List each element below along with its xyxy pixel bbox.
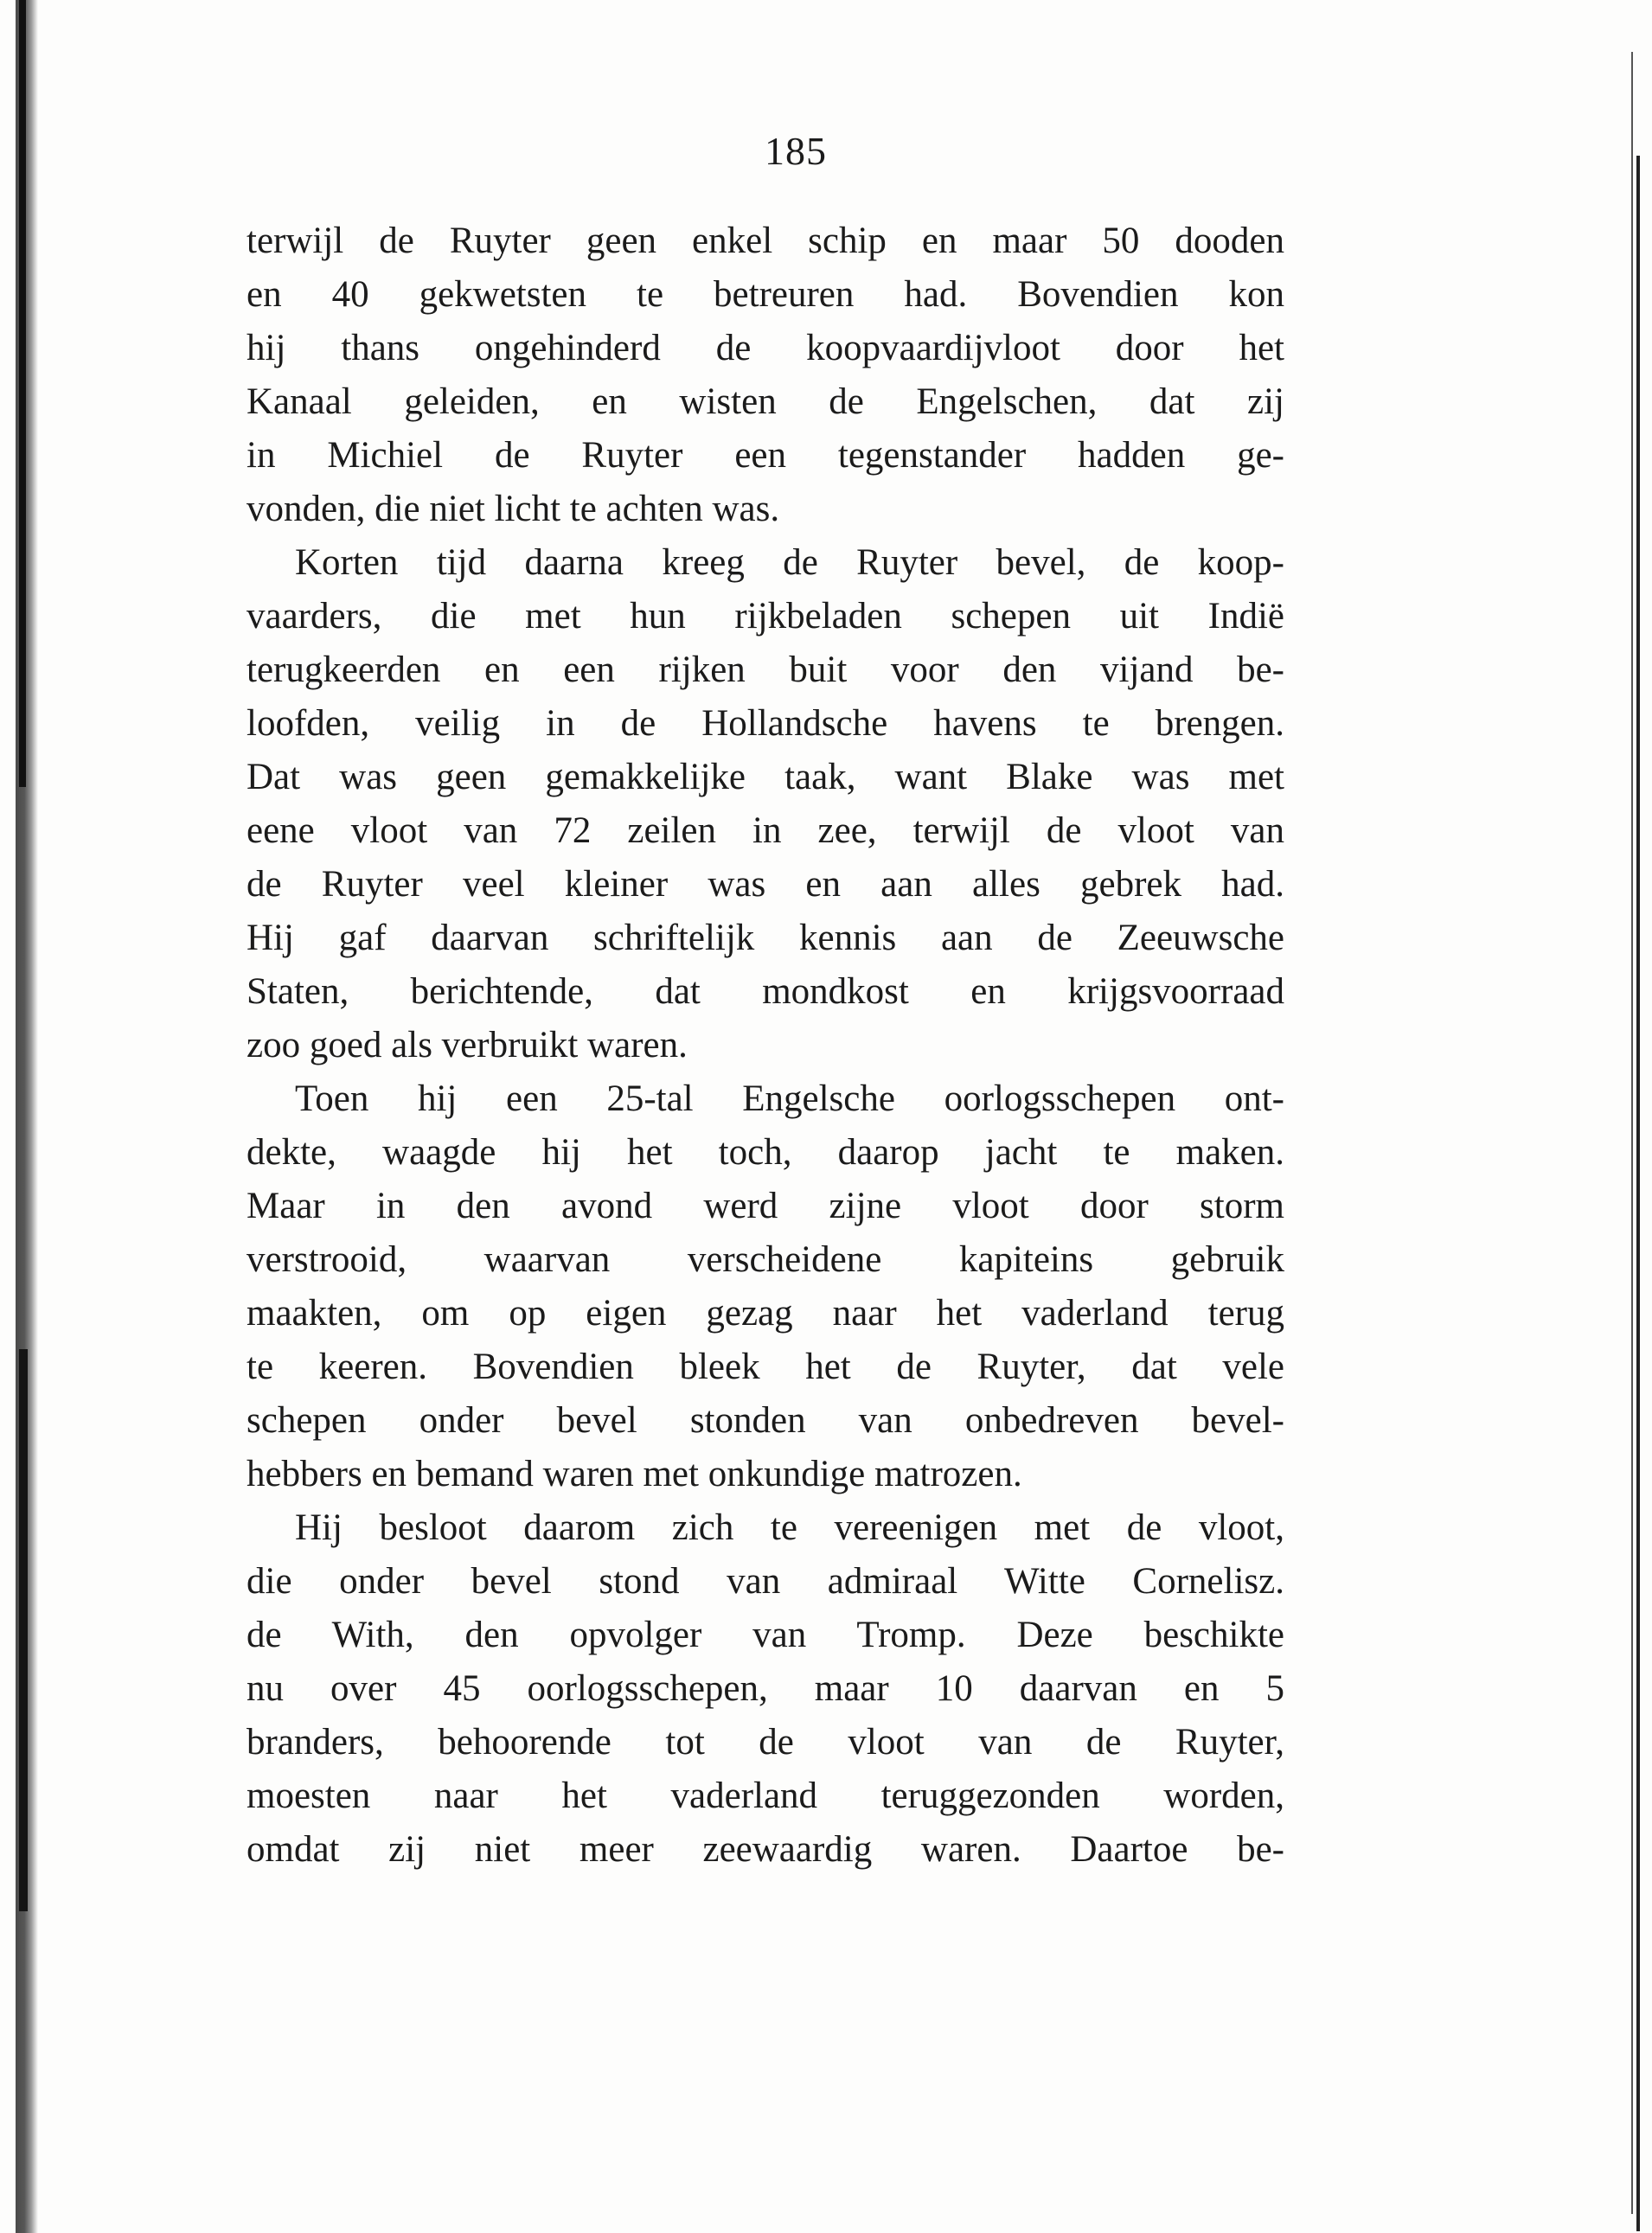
text-line: terugkeerden en een rijken buit voor den vijand be-: [247, 649, 1284, 690]
scan-edge-right-line: [1631, 52, 1633, 2214]
text-line: hij thans ongehinderd de koopvaardijvloot door het: [247, 328, 1284, 368]
text-line: branders, behoorende tot de vloot van de Ruyter,: [247, 1722, 1284, 1763]
text-line: vonden, die niet licht te achten was.: [247, 489, 780, 529]
text-line: hebbers en bemand waren met onkundige matrozen.: [247, 1454, 1022, 1494]
text-line: moesten naar het vaderland teruggezonden worden,: [247, 1776, 1284, 1816]
text-line: Toen hij een 25-tal Engelsche oorlogsschepen ont-: [295, 1078, 1284, 1119]
text-line: Dat was geen gemakkelijke taak, want Blake was met: [247, 757, 1284, 797]
text-line: en 40 gekwetsten te betreuren had. Bovendien kon: [247, 274, 1284, 315]
text-line: eene vloot van 72 zeilen in zee, terwijl de vloot van: [247, 810, 1284, 851]
text-line: Kanaal geleiden, en wisten de Engelschen, dat zij: [247, 381, 1284, 422]
scan-edge-left-shadow-bottom: [19, 1349, 28, 1911]
text-line: te keeren. Bovendien bleek het de Ruyter, dat vele: [247, 1347, 1284, 1387]
text-line: de With, den opvolger van Tromp. Deze beschikte: [247, 1615, 1284, 1655]
scan-edge-right: [1636, 156, 1640, 2231]
text-line: zoo goed als verbruikt waren.: [247, 1025, 688, 1065]
text-line: maakten, om op eigen gezag naar het vaderland terug: [247, 1293, 1284, 1334]
text-line: schepen onder bevel stonden van onbedreven bevel-: [247, 1400, 1284, 1441]
text-line: Hij gaf daarvan schriftelijk kennis aan de Zeeuwsche: [247, 918, 1284, 958]
text-line: de Ruyter veel kleiner was en aan alles gebrek had.: [247, 864, 1284, 905]
text-line: in Michiel de Ruyter een tegenstander hadden ge-: [247, 435, 1284, 476]
page-number: 185: [765, 129, 827, 173]
text-line: omdat zij niet meer zeewaardig waren. Daartoe be-: [247, 1829, 1284, 1870]
body-text: [247, 214, 1284, 1877]
text-line: vaarders, die met hun rijkbeladen schepen uit Indië: [247, 596, 1284, 637]
text-line: loofden, veilig in de Hollandsche havens te brengen.: [247, 703, 1284, 744]
text-line: Hij besloot daarom zich te vereenigen met de vloot,: [295, 1507, 1284, 1548]
text-line: verstrooid, waarvan verscheidene kapiteins gebruik: [247, 1239, 1284, 1280]
text-line: Maar in den avond werd zijne vloot door storm: [247, 1186, 1284, 1226]
scan-edge-left-shadow-top: [19, 0, 26, 787]
text-line: Staten, berichtende, dat mondkost en krijgsvoorraad: [247, 971, 1284, 1012]
text-line: Korten tijd daarna kreeg de Ruyter bevel, de koop-: [295, 542, 1284, 583]
text-line: die onder bevel stond van admiraal Witte Cornelisz.: [247, 1561, 1284, 1602]
text-line: dekte, waagde hij het toch, daarop jacht te maken.: [247, 1132, 1284, 1173]
text-line: terwijl de Ruyter geen enkel schip en maar 50 dooden: [247, 221, 1284, 261]
text-line: nu over 45 oorlogsschepen, maar 10 daarvan en 5: [247, 1668, 1284, 1709]
